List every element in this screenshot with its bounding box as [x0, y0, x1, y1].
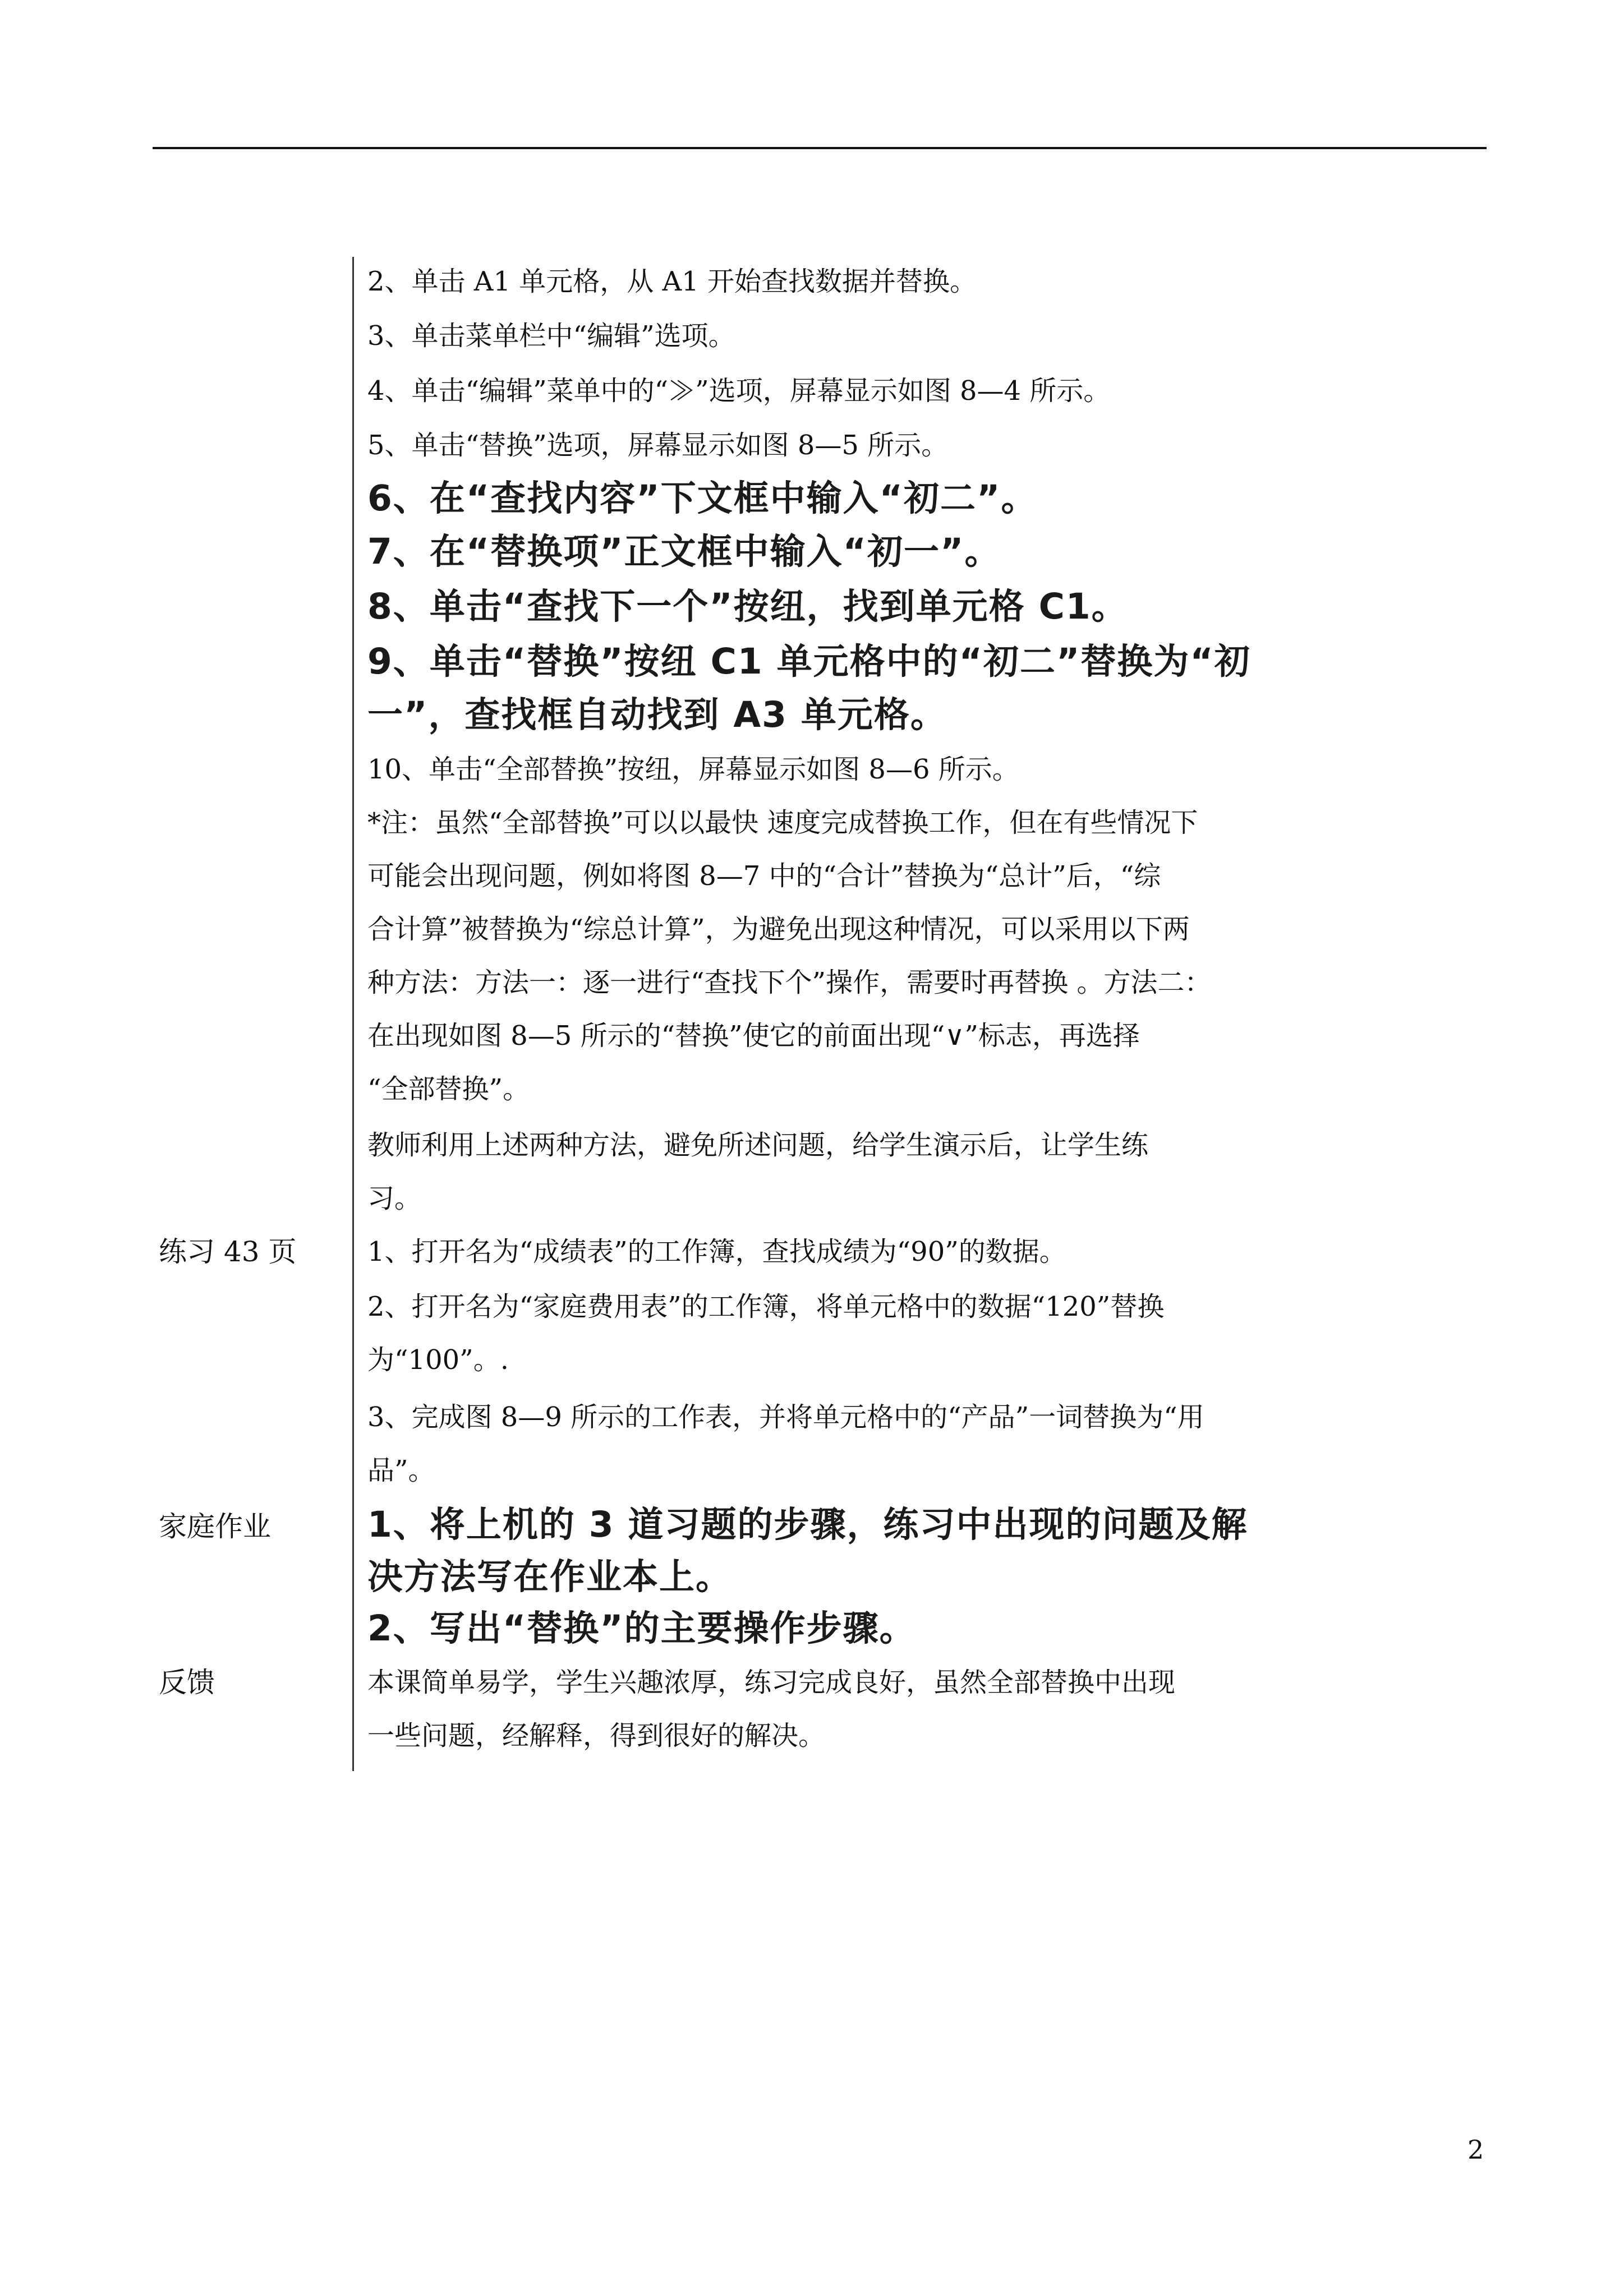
exercise-line: 1、打开名为“成绩表”的工作簿，查找成绩为“90”的数据。	[367, 1236, 1066, 1267]
page-number: 2	[1467, 2134, 1484, 2165]
step-line: 3、单击菜单栏中“编辑”选项。	[367, 320, 735, 352]
teacher-line: 教师利用上述两种方法，避免所述问题，给学生演示后，让学生练	[367, 1129, 1149, 1161]
step-line-large: 一”，查找框自动找到 A3 单元格。	[367, 694, 947, 735]
exercise-line: 3、完成图 8—9 所示的工作表，并将单元格中的“产品”一词替换为“用	[367, 1401, 1204, 1433]
step-line: 5、单击“替换”选项，屏幕显示如图 8—5 所示。	[367, 430, 949, 461]
homework-label: 家庭作业	[159, 1510, 271, 1543]
step-line-large: 6、在“查找内容”下文框中输入“初二”。	[367, 478, 1038, 519]
note-line: *注：虽然“全部替换”可以以最快 速度完成替换工作，但在有些情况下	[367, 807, 1198, 838]
table-divider	[352, 257, 354, 1771]
homework-line: 2、写出“替换”的主要操作步骤。	[367, 1608, 916, 1649]
note-line: “全部替换”。	[367, 1073, 530, 1105]
note-line: 在出现如图 8—5 所示的“替换”使它的前面出现“∨”标志，再选择	[367, 1020, 1140, 1052]
feedback-line: 一些问题，经解释，得到很好的解决。	[367, 1720, 826, 1751]
note-line: 合计算”被替换为“综总计算”，为避免出现这种情况，可以采用以下两	[367, 914, 1190, 945]
step-line-large: 7、在“替换项”正文框中输入“初一”。	[367, 531, 1001, 572]
teacher-line: 习。	[367, 1183, 422, 1214]
step-line: 2、单击 A1 单元格，从 A1 开始查找数据并替换。	[367, 266, 977, 297]
exercise-label: 练习 43 页	[159, 1235, 297, 1268]
homework-line: 1、将上机的 3 道习题的步骤，练习中出现的问题及解	[367, 1504, 1248, 1545]
note-line: 种方法：方法一：逐一进行“查找下个”操作，需要时再替换 。方法二：	[367, 967, 1212, 998]
step-line: 10、单击“全部替换”按纽，屏幕显示如图 8—6 所示。	[367, 754, 1019, 785]
exercise-line: 为“100”。.	[367, 1344, 509, 1376]
feedback-label: 反馈	[159, 1666, 215, 1699]
exercise-line: 品”。	[367, 1455, 435, 1486]
exercise-line: 2、打开名为“家庭费用表”的工作簿，将单元格中的数据“120”替换	[367, 1291, 1165, 1322]
step-line-large: 8、单击“查找下一个”按纽，找到单元格 C1。	[367, 586, 1128, 627]
homework-line: 决方法写在作业本上。	[367, 1556, 732, 1597]
note-line: 可能会出现问题，例如将图 8—7 中的“合计”替换为“总计”后，“综	[367, 860, 1161, 892]
step-line: 4、单击“编辑”菜单中的“≫”选项，屏幕显示如图 8—4 所示。	[367, 375, 1111, 407]
feedback-line: 本课简单易学，学生兴趣浓厚，练习完成良好，虽然全部替换中出现	[367, 1667, 1176, 1698]
header-rule	[153, 147, 1487, 149]
step-line-large: 9、单击“替换”按纽 C1 单元格中的“初二”替换为“初	[367, 641, 1251, 682]
